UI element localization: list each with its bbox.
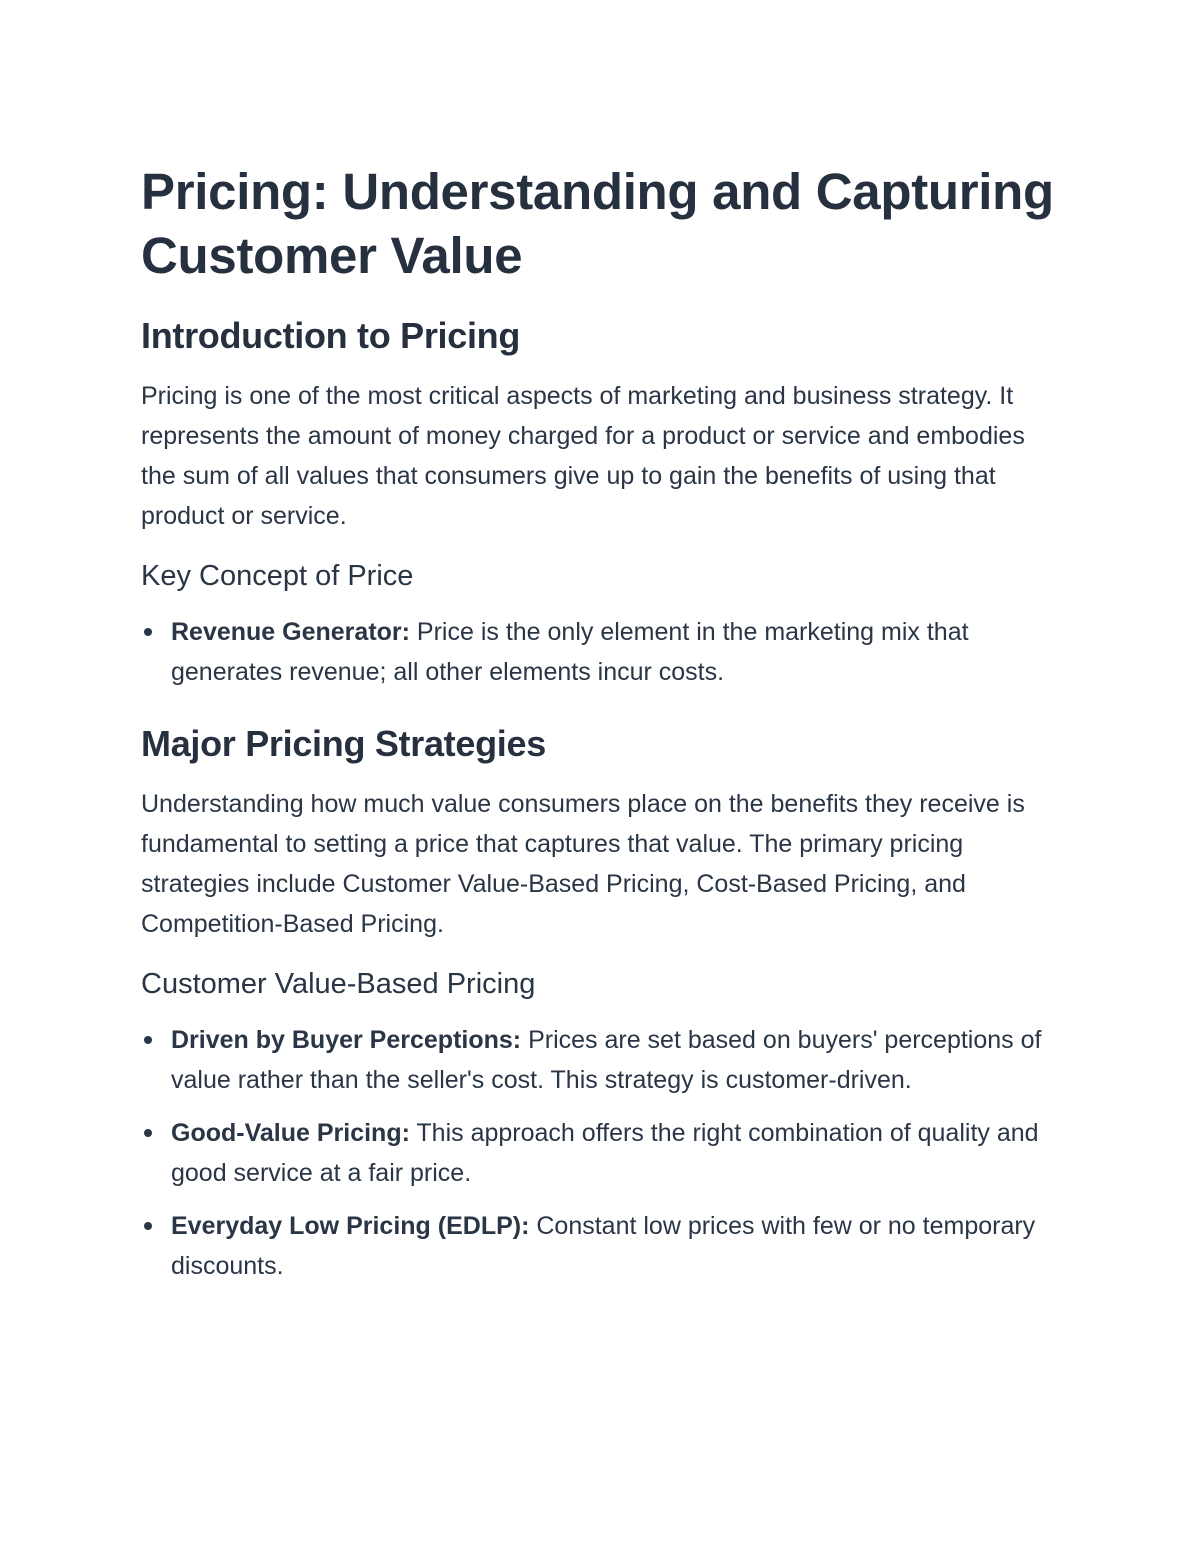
- list-item-term: Good-Value Pricing: [171, 1119, 402, 1147]
- list-item: [141, 612, 1061, 692]
- list-item: [141, 1020, 1061, 1100]
- list-item-text: Prices are set based on buyers' perceptions of value rather than the seller's cost. This strategy is customer-driven.: [171, 1026, 1042, 1094]
- strategies-paragraph: Understanding how much value consumers place on the benefits they receive is fundamental to setting a price that captures that value. The primary pricing strategies include Customer Value-Based Pricing, Cost-Based Pricing, and Competition-Based Pricing.: [141, 790, 1025, 938]
- bullet-icon: [144, 1129, 152, 1137]
- section-heading-strategies: Major Pricing Strategies: [141, 723, 546, 764]
- section-heading-introduction: Introduction to Pricing: [141, 315, 521, 356]
- list-item-term: Driven by Buyer Perceptions: [171, 1026, 513, 1054]
- term-colon: :: [401, 1119, 410, 1147]
- subheading-customer-value-based: Customer Value-Based Pricing: [141, 968, 536, 1000]
- list-item: [141, 1206, 1061, 1286]
- intro-paragraph: Pricing is one of the most critical aspects of marketing and business strategy. It represents the amount of money charged for a product or service and embodies the sum of all values that consumers give up to gain the benefits of using that product or service.: [141, 382, 1025, 530]
- customer-value-list: [141, 1020, 1061, 1286]
- list-item: [141, 1113, 1061, 1193]
- list-item-text: This approach offers the right combination of quality and good service at a fair price.: [171, 1119, 1039, 1187]
- term-colon: :: [401, 618, 410, 646]
- bullet-icon: [144, 1222, 152, 1230]
- list-item-text: Constant low prices with few or no temporary discounts.: [171, 1212, 1036, 1280]
- term-colon: :: [521, 1212, 530, 1240]
- term-colon: :: [512, 1026, 522, 1054]
- subheading-key-concept: Key Concept of Price: [141, 560, 414, 592]
- list-item-term: Revenue Generator: [171, 618, 402, 646]
- document-title: Pricing: Understanding and Capturing Customer Value: [141, 163, 1054, 284]
- key-concept-list: [141, 612, 1061, 692]
- bullet-icon: [144, 1036, 152, 1044]
- list-item-text: Price is the only element in the marketing mix that generates revenue; all other elements incur costs.: [171, 618, 969, 686]
- bullet-icon: [144, 628, 152, 636]
- list-item-term: Everyday Low Pricing (EDLP): [171, 1212, 522, 1240]
- document-page: [141, 160, 1061, 1316]
